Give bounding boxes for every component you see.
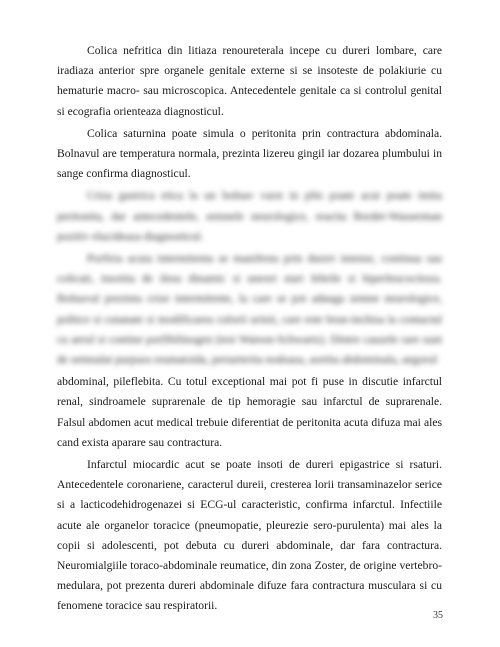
paragraph-porphyria: Porfiria acuta intermitenta se manifesta prin dureri intense, continua sau colicati, insotita de ileus dinamic si uneori stari febrile si hiperleucocitoza. Bolnavul prezinta crize intermitente, la care se pot adauga semne neurologice, psihice si cutanate si modificarea culorii urinii, care este brun-inchisa la contactul cu aerul si contine porfibilinogen (test Watson-Schwartz). Dintre cauzele rare sunt de semnalat purpura reumatoida, periarterita nodoasa, aortita abdominala, angorul xyxy=(57,252,442,367)
paragraph-myocardial-infarction: Infarctul miocardic acut se poate insoti de dureri epigastrice si rsaturi. Antecedentele coronariene, caracterul dureii, cresterea lorii transaminazelor serice si a lacticodehidrogenazei si ECG-ul caracteristic, confirma infarctul. Infectiile acute ale organelor toracice (pneumopatie, pleurezie sero-purulenta) mai ales la copii si adolescenti, pot debuta cu dureri abdominale, dar fara contractura. Neuromialgiile toraco-abdominale reumatice, din zona Zoster, de origine vertebro-medulara, pot prezenta dureri abdominale difuze fara contractura musculara si cu fenomene toracice sau respiratorii. xyxy=(57,458,442,613)
paragraph-gastric-crisis: Criza gastrica etica la un bolnav varst in plin poate acut poate imita peritonita, dar antecedentele, semnele neurologice, reactia Bordet-Wasserman pozitiv elucideaza diagnosticul. xyxy=(57,189,442,243)
paragraph-saturnine-colic: Colica saturnina poate simula o peritonita prin contractura abdominala. Bolnavul are temperatura normala, prezinta lizereu gingil iar dozarea plumbului in sange confirma diagnosticul. xyxy=(57,126,442,181)
paragraph-renal-colic: Colica nefritica din litiaza renoureterala incepe cu dureri lombare, care iradiaza anterior spre organele genitale externe si se insoteste de polakiurie cu hematurie macro- sau microscopica. Antecedentele genitale ca si controlul genital si ecografia orienteaza diagnosticul. xyxy=(57,44,442,118)
paragraph-false-abdomen: abdominal, pileflebita. Cu totul exceptional mai pot fi puse in discutie infarctul renal, sindroamele suprarenale de tip hemoragie sau infarctul de suprarenale. Falsul abdomen acut medical trebuie diferentiat de peritonita acuta difuza mai ales cand exista aparare sau contractura. xyxy=(57,375,442,449)
page-number: 35 xyxy=(433,610,443,621)
body-text xyxy=(57,41,442,619)
